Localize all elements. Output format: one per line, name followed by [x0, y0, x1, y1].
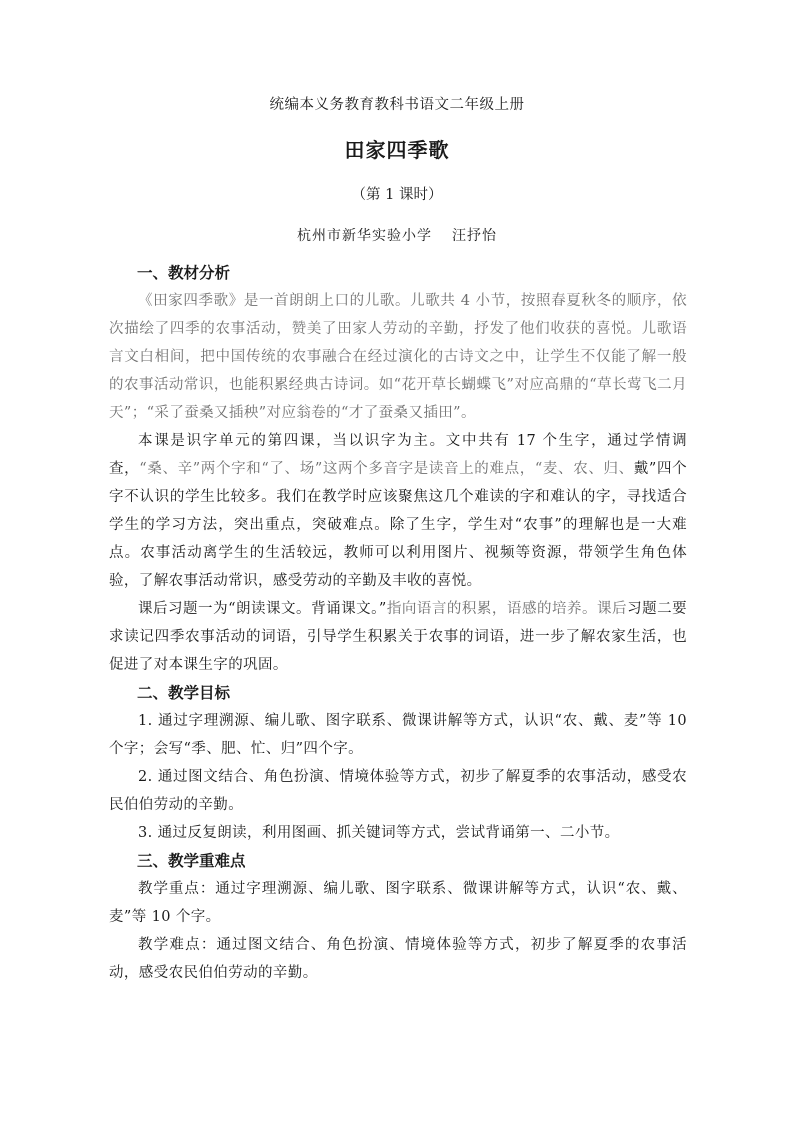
paragraph-text: 课后习题一为“朗读课文。背诵课文。” — [138, 601, 387, 617]
section-heading: 二、教学目标 — [137, 683, 231, 702]
objective-item: 3. 通过反复朗读，利用图画、抓关键词等方式，尝试背诵第一、二小节。 — [138, 825, 620, 841]
paragraph — [109, 287, 687, 427]
paragraph-text: 指向语言的积累，语感的培养。课后 — [386, 601, 628, 617]
paragraph-text: “桑、辛”两个字和“了、场”这两个多音字是读音上的难点，“麦、农、归、 — [139, 461, 634, 477]
page-title: 田家四季歌 — [344, 138, 450, 162]
author-line — [0, 225, 794, 245]
objective-item: 2. 通过图文结合、角色扮演、情境体验等方式，初步了解夏季的农事活动，感受农民伯伯劳动的辛勤。 — [109, 769, 687, 813]
paragraph — [109, 427, 687, 595]
paragraph-text: 戴”四个字不认识的学生比较多。我们在教学时应该聚焦这几个难读的字和难认的字，寻找适合学生的学习方法，突出重点，突破难点。除了生字，学生对“农事”的理解也是一大难点。农事活动离学生的生活较远，教师可以利用图片、视频等资源，带领学生角色体验，了解农事活动常识，感受劳动的辛勤及丰收的喜悦。 — [109, 461, 687, 589]
textbook-series: 统编本义务教育教科书语文二年级上册 — [269, 97, 525, 113]
paragraph-text: 《田家四季歌》是一首朗朗上口的儿歌。 — [138, 293, 411, 309]
section-heading: 三、教学重难点 — [137, 851, 246, 870]
paragraph — [109, 595, 687, 679]
paragraph-text: 本课是识字单元的第四课，当以识字为主。文中共有 17 个生字，通过学情调查， — [109, 433, 687, 477]
paragraph-text: 习题二要求读记四季农事活动的词语，引导学生积累关于农事的词语，进一步了解农家生活，也促进了对本课生字的巩固。 — [109, 601, 688, 673]
section-heading: 一、教材分析 — [137, 263, 231, 282]
lesson-number: （第 1 课时） — [351, 187, 443, 203]
document-body — [109, 259, 687, 987]
teacher-name: 汪抒怡 — [452, 228, 497, 244]
paragraph-text: 儿歌共 4 小节，按照春夏秋冬的顺序，依次描绘了四季的农事活动，赞美了田家人劳动的辛勤，抒发了他们收获的喜悦。儿歌语言文白相间，把中国传统的农事融合在经过演化的古诗文之中，让学生不仅能了解一般的农事活动常识，也能积累经典古诗词。如“花开草长蝴蝶飞”对应高鼎的“草长莺飞二月天”；“采了蚕桑又插秧”对应翁卷的“才了蚕桑又插田”。 — [109, 293, 687, 421]
difficult-point: 教学难点：通过图文结合、角色扮演、情境体验等方式，初步了解夏季的农事活动，感受农民伯伯劳动的辛勤。 — [109, 937, 687, 981]
key-point: 教学重点：通过字理溯源、编儿歌、图字联系、微课讲解等方式，认识“农、戴、麦”等 10 个字。 — [109, 881, 687, 925]
objective-item: 1. 通过字理溯源、编儿歌、图字联系、微课讲解等方式，认识“农、戴、麦”等 10 个字；会写“季、肥、忙、归”四个字。 — [109, 713, 687, 757]
school-name: 杭州市新华实验小学 — [297, 228, 432, 244]
